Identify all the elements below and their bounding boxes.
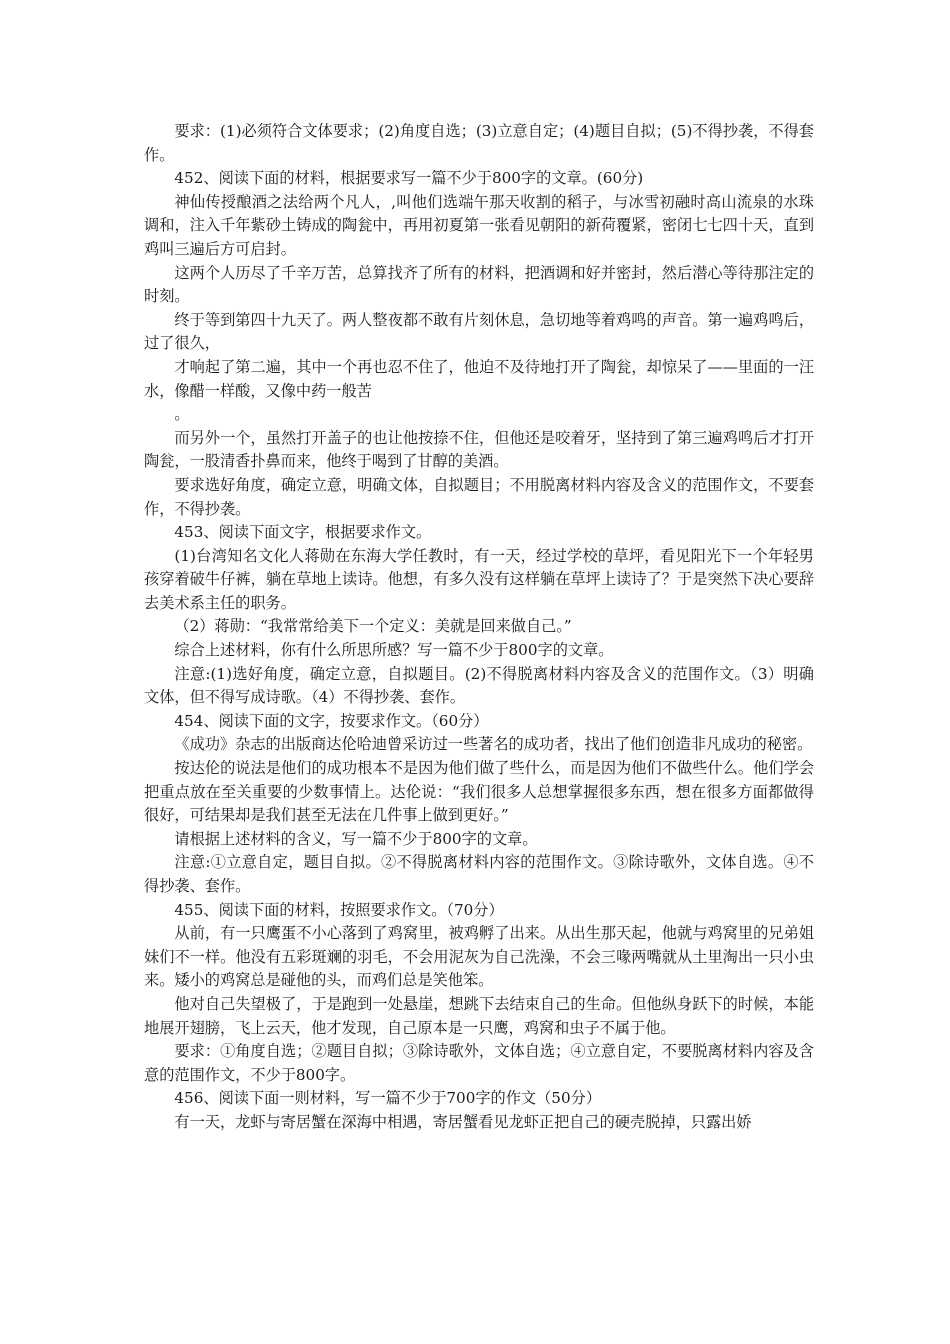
question-heading-456: 456、阅读下面一则材料，写一篇不少于700字的作文（50分） (174, 1089, 602, 1108)
paragraph: 这两个人历尽了千辛万苦，总算找齐了所有的材料，把酒调和好并密封，然后潜心等待那注定的时刻。 (144, 263, 814, 306)
paragraph: 而另外一个，虽然打开盖子的也让他按捺不住，但他还是咬着牙，坚持到了第三遍鸡鸣后才打开陶瓮，一股清香扑鼻而来，他终于喝到了甘醇的美酒。 (144, 428, 814, 471)
requirements-paragraph: 注意:(1)选好角度，确定立意，自拟题目。(2)不得脱离材料内容及含义的范围作文。（3）明确文体，但不得写成诗歌。（4）不得抄袭、套作。 (144, 664, 814, 707)
paragraph: 综合上述材料，你有什么所思所感？写一篇不少于800字的文章。 (174, 641, 614, 660)
paragraph: 有一天，龙虾与寄居蟹在深海中相遇，寄居蟹看见龙虾正把自己的硬壳脱掉，只露出娇 (174, 1112, 752, 1131)
paragraph: 《成功》杂志的出版商达伦哈迪曾采访过一些著名的成功者，找出了他们创造非凡成功的秘密。 (174, 735, 813, 754)
requirements-paragraph: 注意:①立意自定，题目自拟。②不得脱离材料内容的范围作文。③除诗歌外，文体自选。④不得抄袭、套作。 (144, 853, 814, 895)
requirements-paragraph: 要求选好角度，确定立意，明确文体，自拟题目；不用脱离材料内容及含义的范围作文，不要套作，不得抄袭。 (144, 475, 814, 518)
question-heading-453: 453、阅读下面文字，根据要求作文。 (174, 523, 432, 542)
paragraph: 终于等到第四十九天了。两人整夜都不敢有片刻休息，急切地等着鸡鸣的声音。第一遍鸡鸣后，过了很久， (144, 310, 814, 353)
paragraph: 要求：(1)必须符合文体要求；(2)角度自选；(3)立意自定；(4)题目自拟；(5)不得抄袭，不得套作。 (144, 122, 814, 164)
paragraph: 。 (174, 405, 190, 424)
paragraph: 他对自己失望极了，于是跑到一处悬崖，想跳下去结束自己的生命。但他纵身跃下的时候，本能地展开翅膀，飞上云天，他才发现，自己原本是一只鹰，鸡窝和虫子不属于他。 (144, 994, 814, 1037)
paragraph: 请根据上述材料的含义，写一篇不少于800字的文章。 (174, 829, 538, 848)
paragraph: 神仙传授酿酒之法给两个凡人，,叫他们选端午那天收割的稻子，与冰雪初融时高山流泉的水珠调和，注入千年紫砂土铸成的陶瓮中，再用初夏第一张看见朝阳的新荷覆紧，密闭七七四十天，直到鸡叫三遍后方可启封。 (144, 192, 814, 258)
question-heading-452: 452、阅读下面的材料，根据要求写一篇不少于800字的文章。(60分) (174, 169, 644, 188)
paragraph: （2）蒋勋：“我常常给美下一个定义：美就是回来做自己。” (174, 617, 572, 636)
document-body (144, 120, 814, 1135)
question-heading-454: 454、阅读下面的文字，按要求作文。（60分） (174, 711, 489, 730)
paragraph: 按达伦的说法是他们的成功根本不是因为他们做了些什么，而是因为他们不做些什么。他们学会把重点放在至关重要的少数事情上。达伦说：“我们很多人总想掌握很多东西，想在很多方面都做得很好，可结果却是我们甚至无法在几件事上做到更好。” (144, 759, 814, 825)
paragraph: (1)台湾知名文化人蒋勋在东海大学任教时，有一天，经过学校的草坪，看见阳光下一个年轻男孩穿着破牛仔裤，躺在草地上读诗。他想，有多久没有这样躺在草坪上读诗了？于是突然下决心要辞去美术系主任的职务。 (144, 546, 814, 612)
paragraph: 从前，有一只鹰蛋不小心落到了鸡窝里，被鸡孵了出来。从出生那天起，他就与鸡窝里的兄弟姐妹们不一样。他没有五彩斑斓的羽毛，不会用泥灰为自己洗澡，不会三喙两嘴就从土里淘出一只小虫来。矮小的鸡窝总是碰他的头，而鸡们总是笑他笨。 (144, 924, 814, 990)
question-heading-455: 455、阅读下面的材料，按照要求作文。（70分） (174, 900, 504, 919)
paragraph: 才响起了第二遍，其中一个再也忍不住了，他迫不及待地打开了陶瓮，却惊呆了——里面的一汪水，像醋一样酸，又像中药一般苦 (144, 357, 814, 400)
requirements-paragraph: 要求：①角度自选；②题目自拟；③除诗歌外，文体自选；④立意自定，不要脱离材料内容及含意的范围作文，不少于800字。 (144, 1042, 814, 1084)
